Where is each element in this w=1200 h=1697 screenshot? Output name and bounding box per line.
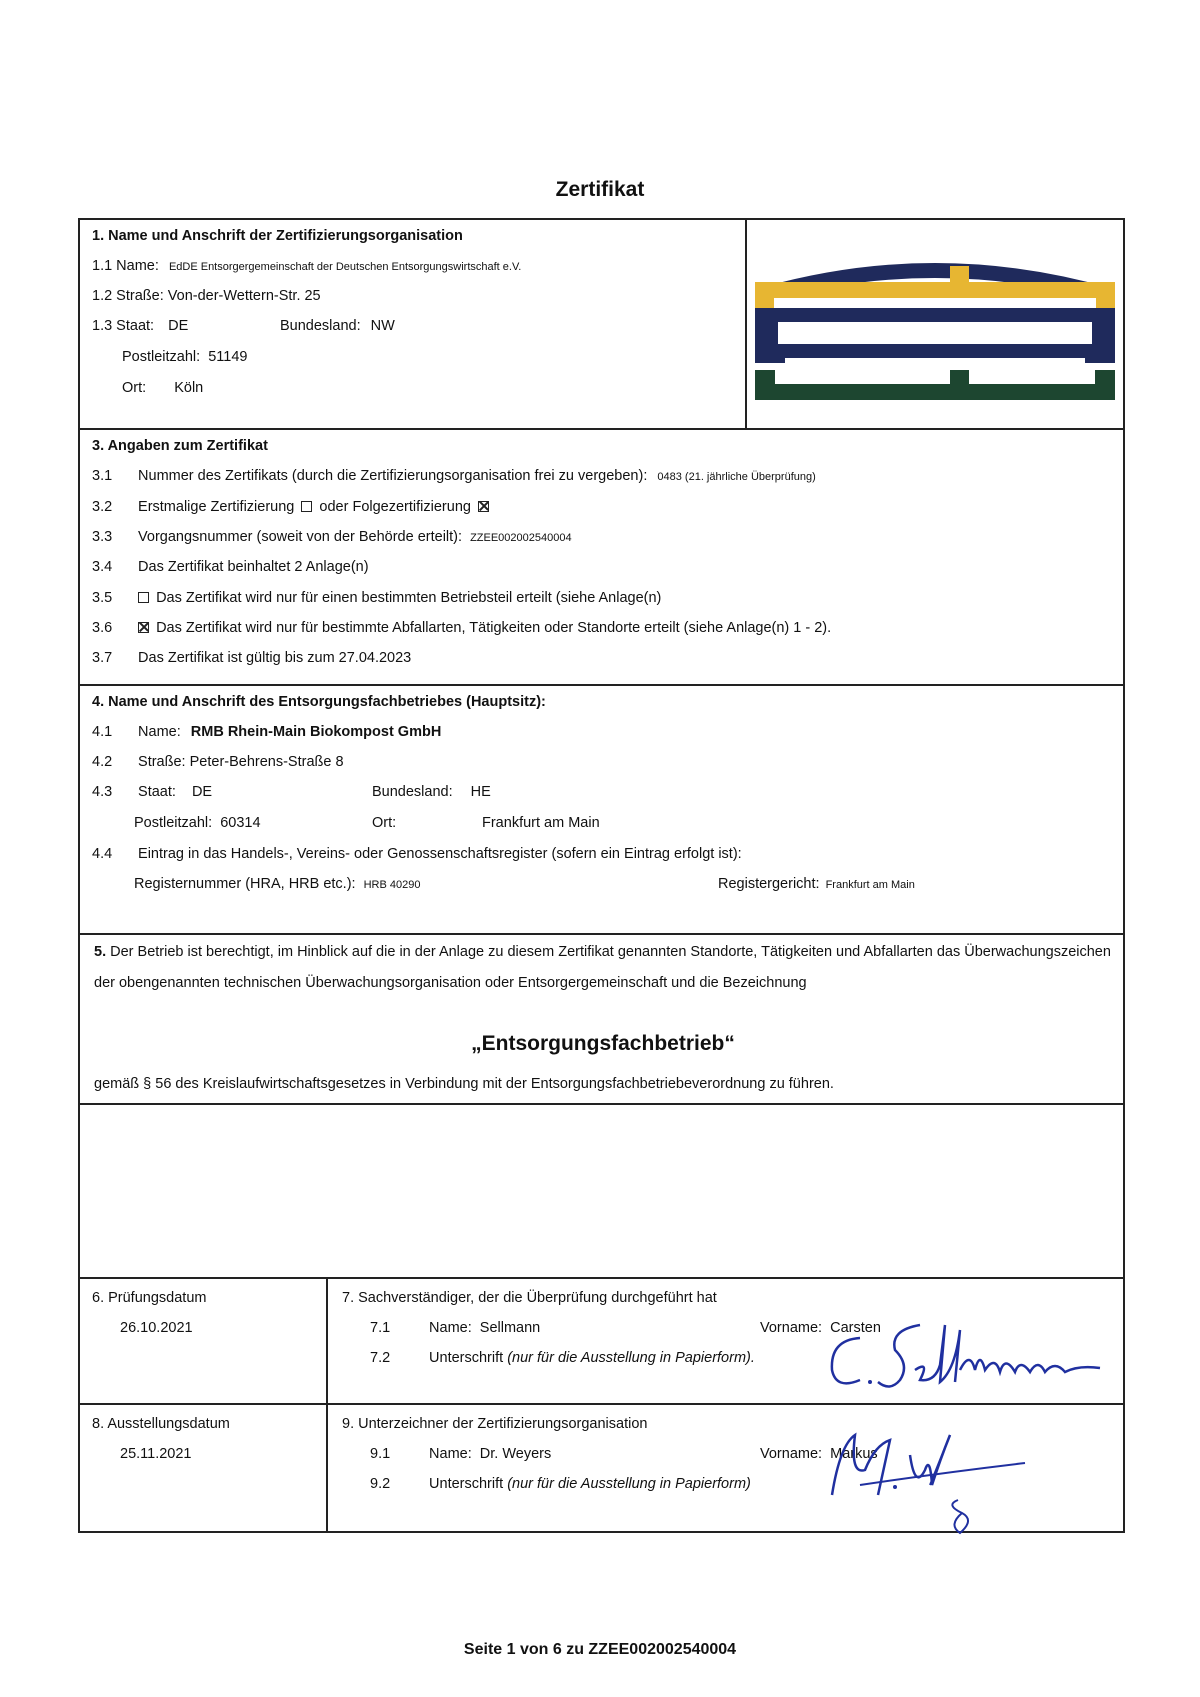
row-number: 3.4: [92, 559, 113, 575]
procedure-number-row: [92, 529, 572, 545]
row-number: 4.4: [92, 846, 113, 862]
company-plz-value: 60314: [220, 815, 261, 831]
row-number: 7.2: [370, 1350, 391, 1366]
org-street-label: 1.2 Straße:: [92, 288, 164, 304]
cert-number-row: [92, 468, 816, 484]
company-street-label: Straße:: [138, 754, 186, 770]
authorization-closing: gemäß § 56 des Kreislaufwirtschaftsgesetzes in Verbindung mit der Entsorgungsfachbetriebeverordnung zu führen.: [94, 1076, 834, 1092]
signatory-vorname-value: Markus: [830, 1446, 878, 1462]
edde-logo-icon: [750, 248, 1120, 408]
cert-number-value: 0483 (21. jährliche Überprüfung): [657, 471, 816, 483]
certificate-title: Zertifikat: [555, 178, 645, 201]
org-bundesland-label: Bundesland:: [280, 318, 361, 334]
signatory-vorname-label: Vorname:: [760, 1446, 823, 1462]
org-name-row: [92, 258, 521, 274]
register-number-label: Registernummer (HRA, HRB etc.):: [134, 876, 356, 892]
company-name-row: [92, 724, 441, 740]
validity-row: [92, 650, 411, 666]
signatory-signature-row: [370, 1476, 751, 1492]
register-entry-row: [92, 846, 742, 862]
org-plz-value: 51149: [208, 349, 248, 365]
row-number: 3.7: [92, 650, 113, 666]
procedure-number-label: Vorgangsnummer (soweit von der Behörde erteilt):: [138, 529, 463, 545]
register-court-label: Registergericht:: [718, 876, 820, 892]
company-bundesland-label: Bundesland:: [372, 784, 453, 800]
expert-vorname-label: Vorname:: [760, 1320, 823, 1336]
sellmann-signature-icon: [820, 1310, 1120, 1400]
authorization-text: Der Betrieb ist berechtigt, im Hinblick auf die in der Anlage zu diesem Zertifikat genannten Standorte, Tätigkeiten und Abfallarten das Überwachungszeichen der obengenannten technischen Überwachungsorganisation oder Entsorgergemeinschaft und die Bezeichnung: [94, 944, 1111, 991]
expert-name-row: [370, 1320, 540, 1336]
section-4-box: [78, 684, 1125, 935]
restricted-scope-row: [92, 620, 831, 636]
register-court-row: [718, 876, 915, 892]
section-1-heading: 1. Name und Anschrift der Zertifizierungsorganisation: [92, 228, 463, 244]
org-plz-label: Postleitzahl:: [122, 349, 201, 365]
attachments-row: [92, 559, 369, 575]
section-3-heading: 3. Angaben zum Zertifikat: [92, 438, 268, 454]
org-state-row: [92, 318, 188, 334]
row-number: 3.2: [92, 499, 113, 515]
company-state-row: [92, 784, 212, 800]
restricted-scope-checkbox[interactable]: [138, 622, 149, 633]
attachments-text: Das Zertifikat beinhaltet 2 Anlage(n): [138, 559, 369, 575]
first-certification-label: Erstmalige Zertifizierung: [138, 499, 295, 515]
expert-signature-note: (nur für die Ausstellung in Papierform).: [507, 1350, 755, 1366]
org-ort-label: Ort:: [122, 380, 147, 396]
weyers-signature-icon: [820, 1415, 1040, 1540]
company-street-value: Peter-Behrens-Straße 8: [189, 754, 344, 770]
cert-number-label: Nummer des Zertifikats (durch die Zertifizierungsorganisation frei zu vergeben):: [138, 468, 648, 484]
org-plz-row: [122, 349, 247, 365]
row-number: 4.2: [92, 754, 113, 770]
row-number: 3.6: [92, 620, 113, 636]
expert-signature-label: Unterschrift: [429, 1350, 504, 1366]
row-number: 4.1: [92, 724, 113, 740]
org-bundesland-value: NW: [370, 318, 395, 334]
row-number: 9.1: [370, 1446, 391, 1462]
certification-type-row: [92, 499, 492, 515]
exam-date-heading: 6. Prüfungsdatum: [92, 1290, 207, 1306]
row-number: 7.1: [370, 1320, 391, 1336]
register-number-row: [134, 876, 420, 892]
org-bundesland-row: [280, 318, 395, 334]
follow-up-certification-label: oder Folgezertifizierung: [319, 499, 471, 515]
validity-text: Das Zertifikat ist gültig bis zum 27.04.2023: [138, 650, 412, 666]
org-ort-value: Köln: [174, 380, 204, 396]
operation-part-checkbox[interactable]: [138, 592, 149, 603]
org-street-value: Von-der-Wettern-Str. 25: [167, 288, 321, 304]
signatory-signature-label: Unterschrift: [429, 1476, 504, 1492]
signatory-heading: 9. Unterzeichner der Zertifizierungsorganisation: [342, 1416, 648, 1432]
org-name-label: 1.1 Name:: [92, 258, 159, 274]
follow-up-certification-checkbox[interactable]: [478, 501, 489, 512]
operation-part-row: [92, 590, 661, 606]
company-bundesland-row: [372, 784, 491, 800]
signatory-name-label: Name:: [429, 1446, 472, 1462]
exam-date-value: 26.10.2021: [120, 1320, 193, 1336]
first-certification-checkbox[interactable]: [301, 501, 312, 512]
expert-name-label: Name:: [429, 1320, 472, 1336]
company-ort-value: Frankfurt am Main: [482, 815, 600, 831]
issue-date-value: 25.11.2021: [120, 1446, 192, 1462]
company-name-value: RMB Rhein-Main Biokompost GmbH: [190, 724, 442, 740]
restricted-scope-text: Das Zertifikat wird nur für bestimmte Abfallarten, Tätigkeiten oder Standorte erteilt (siehe Anlage(n) 1 - 2).: [156, 620, 832, 636]
row-number: 3.5: [92, 590, 113, 606]
company-plz-row: [134, 815, 261, 831]
expert-heading: 7. Sachverständiger, der die Überprüfung durchgeführt hat: [342, 1290, 717, 1306]
company-state-label: Staat:: [138, 784, 176, 800]
authorization-paragraph: [94, 937, 1114, 999]
section-5-number: 5.: [94, 944, 107, 960]
register-number-value: HRB 40290: [363, 879, 421, 891]
signatory-name-value: Dr. Weyers: [479, 1446, 552, 1462]
company-plz-label: Postleitzahl:: [134, 815, 213, 831]
page-footer: Seite 1 von 6 zu ZZEE002002540004: [463, 1641, 737, 1658]
row-number: 9.2: [370, 1476, 391, 1492]
procedure-number-value: ZZEE002002540004: [470, 532, 572, 544]
company-bundesland-value: HE: [470, 784, 491, 800]
org-street-row: [92, 288, 321, 304]
operation-part-text: Das Zertifikat wird nur für einen bestimmten Betriebsteil erteilt (siehe Anlage(n): [156, 590, 662, 606]
blank-box: [78, 1103, 1125, 1279]
company-ort-row: [372, 815, 396, 831]
section-4-heading: 4. Name und Anschrift des Entsorgungsfachbetriebes (Hauptsitz):: [92, 694, 546, 710]
signatory-name-row: [370, 1446, 551, 1462]
org-name-value: EdDE Entsorgergemeinschaft der Deutschen Entsorgungswirtschaft e.V.: [168, 261, 522, 273]
signatory-signature-note: (nur für die Ausstellung in Papierform): [507, 1476, 751, 1492]
section-3-box: [78, 428, 1125, 686]
org-ort-row: [122, 380, 203, 396]
issue-date-heading: 8. Ausstellungsdatum: [92, 1416, 230, 1432]
company-name-label: Name:: [138, 724, 181, 740]
register-court-value: Frankfurt am Main: [825, 879, 915, 891]
row-number: 4.3: [92, 784, 113, 800]
row-number: 3.3: [92, 529, 113, 545]
org-state-value: DE: [168, 318, 189, 334]
org-state-label: 1.3 Staat:: [92, 318, 155, 334]
company-street-row: [92, 754, 344, 770]
expert-vorname-value: Carsten: [830, 1320, 881, 1336]
expert-signature-row: [370, 1350, 755, 1366]
register-entry-text: Eintrag in das Handels-, Vereins- oder Genossenschaftsregister (sofern ein Eintrag erfolgt ist):: [138, 846, 742, 862]
designation-title: „Entsorgungsfachbetrieb“: [471, 1032, 735, 1055]
row-number: 3.1: [92, 468, 113, 484]
expert-name-value: Sellmann: [479, 1320, 541, 1336]
company-ort-label: Ort:: [372, 815, 397, 831]
company-state-value: DE: [191, 784, 213, 800]
